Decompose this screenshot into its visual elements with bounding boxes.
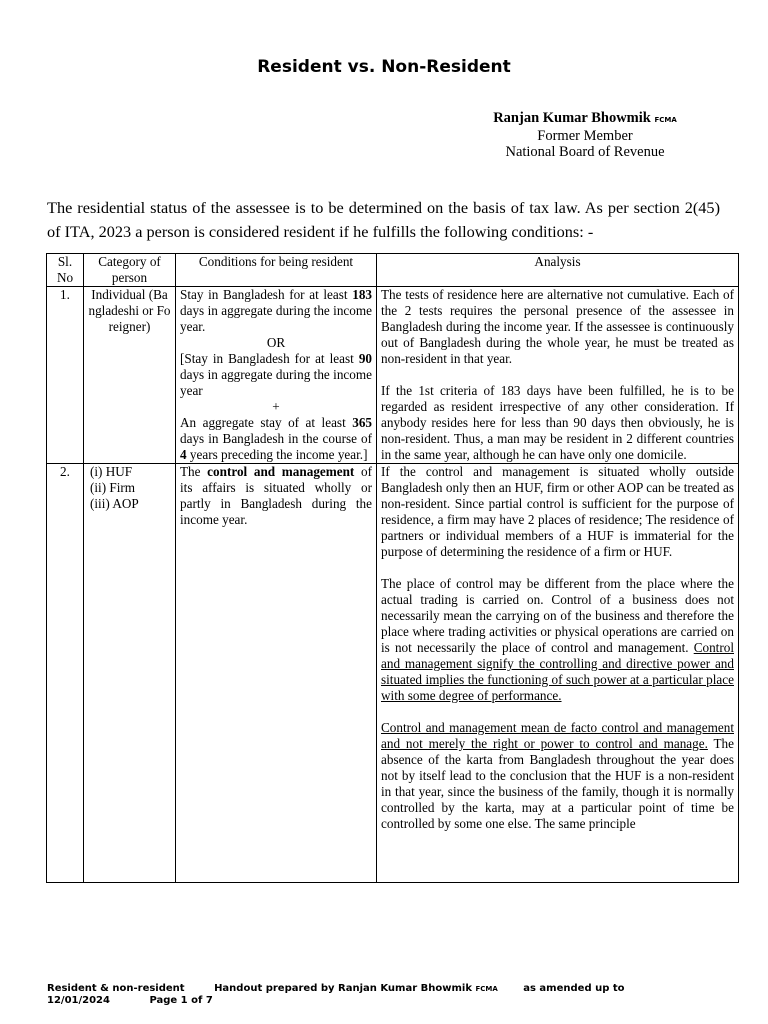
footer-doc-name: Resident & non-resident	[47, 983, 185, 994]
author-suffix: FCMA	[654, 116, 677, 124]
row1-sl: 1.	[47, 287, 84, 464]
row2-sl: 2.	[47, 464, 84, 883]
header-sl-no: Sl. No	[47, 254, 84, 287]
footer-fcma: FCMA	[475, 985, 498, 993]
row1-or: OR	[266, 335, 286, 350]
footer-page-number: Page 1 of 7	[149, 995, 213, 1006]
header-conditions: Conditions for being resident	[176, 254, 377, 287]
table-header-row	[47, 254, 739, 287]
footer-prepared-by: Handout prepared by Ranjan Kumar Bhowmik	[214, 983, 472, 994]
row1-plus: +	[272, 399, 280, 414]
row2-conditions: The control and management of its affairs is situated wholly or partly in Bangladesh during the income year.	[176, 464, 377, 883]
author-name: Ranjan Kumar Bhowmik	[493, 110, 651, 126]
header-category: Category of person	[84, 254, 176, 287]
document-title: Resident vs. Non-Resident	[257, 57, 511, 77]
row1-analysis	[377, 287, 739, 464]
residency-table	[46, 253, 739, 883]
row1-analysis-p1: The tests of residence here are alternative not cumulative. Each of the 2 tests requires the personal presence of the assessee in Bangladesh during the income year. If the assessee is continuously out of Bangladesh during the whole year, he must be treated as non-resident in that year.	[381, 287, 734, 366]
row2-analysis-p2: The place of control may be different from the place where the actual trading is carried on. Control of a business does not necessarily mean the carrying on of the business and therefore the place where trading activities or physical operations are carried on is not necessarily the place of control and management. Control and management signify the controlling and directive power and situated implies the functioning of such power at a particular place with some degree of performance.	[381, 576, 734, 703]
intro-paragraph: The residential status of the assessee is to be determined on the basis of tax law. As per section 2(45) of ITA, 2023 a person is considered resident if he fulfills the following conditions: -	[47, 198, 720, 241]
table-row	[47, 464, 739, 883]
row2-category: (i) HUF (ii) Firm (iii) AOP	[84, 464, 176, 883]
author-organization: National Board of Revenue	[505, 144, 665, 160]
footer-date: 12/01/2024	[47, 995, 110, 1006]
author-position: Former Member	[537, 128, 633, 144]
table-row	[47, 287, 739, 464]
row1-analysis-p2: If the 1st criteria of 183 days have been fulfilled, he is to be regarded as resident irrespective of any other consideration. If anybody resides here for less than 90 days then obviously, he is non-resident. Thus, a man may be resident in 2 different countries in the same year, although he can have only one domicile.	[381, 383, 734, 462]
footer-amended: as amended up to	[523, 983, 625, 994]
author-name-line	[440, 110, 730, 128]
row2-analysis-p3: Control and management mean de facto control and management and not merely the right or power to control and manage. The absence of the karta from Bangladesh throughout the year does not by itself lead to the conclusion that the HUF is a non-resident in that year, since the business of the family, though it is normally controlled by the karta, may at a particular point of time be controlled by some one else. The same principle	[381, 720, 735, 831]
row2-analysis	[377, 464, 739, 883]
author-block	[440, 110, 730, 160]
row1-conditions: Stay in Bangladesh for at least 183 days in aggregate during the income year. OR [Stay in Bangladesh for at least 90 days in aggregate during the income year + An aggregate stay of at least 365 days in Bangladesh in the course of 4 years preceding the income year.]	[176, 287, 377, 464]
header-analysis: Analysis	[377, 254, 739, 287]
page-footer	[47, 983, 727, 1007]
row1-category: Individual (Bangladeshi or Foreigner)	[84, 287, 176, 464]
row2-analysis-p1: If the control and management is situated wholly outside Bangladesh only then an HUF, firm or other AOP can be treated as non-resident. Since partial control is sufficient for the purpose of residence, a firm may have 2 places of residence; The residence of partners or individual members of a HUF is immaterial for the purpose of determining the residence of a firm or HUF.	[381, 464, 734, 559]
